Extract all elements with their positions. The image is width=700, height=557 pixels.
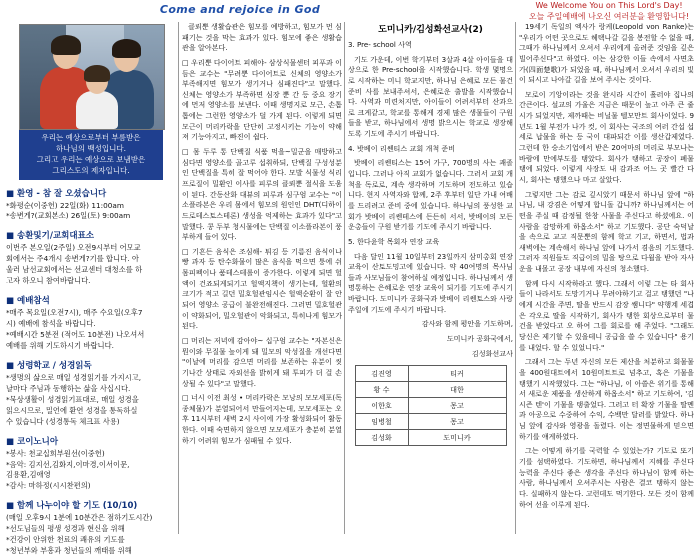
family-photo-block [19,24,163,180]
announcement-section [6,229,176,287]
section-line: *생명의 삶으로 매일 성경읽기를 가지시고, [6,372,142,382]
section-line: *청년부와 부흥과 청년들의 깨태를 위해 [6,546,132,556]
welcome-line-english: We Welcome You on This Lord's Day! [535,1,683,10]
devotional-paragraph: 그래서 그는 두년 자신의 모든 제산을 처분하고 회물물을 400원대트에서 10원미트트로 넘추고, 혹은 기물을 탱했기 시작했었다. 그는 "하나님, 이 아쓸은 위기를 통해서 새로운 제품을 생산하게 하옵소서" 하고 기도하여, '김 시즌 텐'이 기물을 탱출었다. 그러고 터 확장 기물을 딸멘과 아공으로 수중하여 수익, 수백만 달러를 밝았다. 하나님 앞에 감사와 영광을 돌렸다. 이는 정면물하게 믿으면 하기를 얘게하였다. [519,357,694,441]
table-row [355,382,506,398]
section-title: ■ 예배참석 [6,296,50,307]
article-paragraph: □ 몸 두루 통 단백질 식품 먹을~밀군을 매방하고 심다면 영양소를 골고루 섭취하되, 단백질 구성성분인 단백질을 특히 잘 먹어야 한다. 모발 식물성 식리프로질이 밀환인 이사를 피루의 클뢰뿐 절식을 도움이 된다. 간동산화 대뷰의 피루과 심구엄 교수는 "이소플라본은 우리 몸에서 힘모의 원인인 DHT(디하이드로테스토스테론) 생성을 억제하는 효과가 있다"고 말했다. 콩 두부 청시물에는 단백질 이소플라본이 풍부하게 들어 있다. [182,147,342,242]
photo-person-1-hair [51,35,81,55]
welcome-note [524,1,694,23]
missionary-letter-column [348,22,513,446]
page-header [0,0,700,22]
section-body [6,449,176,493]
section-line: 김용환,김애영 [6,470,51,480]
table-row [355,398,506,414]
table-cell-role: 대한 [408,382,506,398]
section-title: ■ 코이노니아 [6,436,59,447]
section-title: ■ 송환및기/교회대표소 [6,231,94,242]
table-cell-name: 이한호 [355,398,408,414]
photo-caption-line-2: 하나님의 백성입니다. [56,143,126,153]
photo-caption-line-4: 그리스도의 제자입니다. [52,165,130,175]
section-line: 회에서는 주4개시 송변게?기를 합니다. 아 [6,254,139,264]
page-title: Come and rejoice in God [159,3,321,16]
table-cell-role: 몽고 [408,398,506,414]
announcements-column [6,22,176,557]
family-photo [19,24,165,130]
column-divider-1 [178,22,179,534]
section-line: *건강이 안위한 천료의 쾌유의 기도를 [6,535,125,545]
table-cell-name: 황 수 [355,382,408,398]
column-divider-2 [344,22,345,534]
welcome-line-korean: 오늘 주일예배에 나오신 여러분을 환영합니다! [528,11,690,21]
section-line: 울러 남선교회에서는 선교센터 대청소를 하 [6,265,143,275]
photo-caption-line-3: 그리고 우리는 예상으로 보냄받은 [36,154,146,164]
letter-paragraph: 3. Pre- school 사역 [348,40,412,49]
announcement-section [6,294,176,352]
letter-signature-line: 도미니카 공화국에서, [446,334,513,344]
table-row [355,366,506,382]
section-line: 수 있습니다 (성경통독 체크표 사용) [6,416,120,426]
table-row [355,430,506,446]
letter-signature-line: 감사와 함께 평안을 기도하며, [421,319,513,329]
devotional-paragraph: 모로이 기앙이라는 것을 완시라 시간이 흘러야 집나의 간큰이다. 설교의 가울은 지금은 때문이 높고 아주 큰 줄시가 되었지만, 제까때는 비닐물 텔모만트 회사이었다. 9년도 1월 부전가 나가 컷, 이 회사는 국조의 여러 간섭 섭세로 납물을 하는 등 국이 대파되간 이를 생산갑제였다. 그런데 한 승소기업에서 받은 20여마의 머리로 부모나는 바람에 만에부도를 탱았다. 회사가 탱하고 공장이 폐물 탱에 되었다. 이렇게 사장도 내 감과조 어느 곳 빨간 다시, 회사는 탱했으나 마고 살았다. [519,89,694,184]
photo-caption-line-1: 우리는 예상으로부터 부름받은 [41,133,141,142]
letter-paragraph: 기도 가운데, 이번 학기부터 3살과 4살 아이들을 대상으로 한 Pre-school을 시작했습니다. 학생 몇명으로 시작하는 미니 학교지만, 하나님 은혜로 모든 물건 준비 사를 보내주셔서, 은혜로운 출발을 시작했습니다. 사역과 미련처지만, 아이들이 어려서부터 산과으로 크게같고, 학교를 통해게 경제 많은 생물들이 구원들을 받고, 하나님에서 생명 밝으시는 학교로 생장해도록 기도에 주시기 바랍니다. [348,54,513,139]
devotional-paragraph: 그는 어떻게 하기를 국력할 수 있었는가? 기도로 또기기를 섬택하였다. 기도하면, 하나님께서 지혜를 주신다 능력을 주신다 좋은 생각을 주신다 하나님이 함께 하는 사람, 하나님께서 오셔주시는 사람은 결코 탱하지 않는다. 실패하지 않는다. 고런데도 먹기한다. 모든 것이 함께하여 선을 이루게 된다. [519,446,694,509]
section-line: (매일 오후9시 1분에 10분간은 점하기도시간) [6,513,153,523]
section-line: 고자 하오니 참여바랍니다. [6,276,91,286]
section-title: ■ 환영 - 참 잘 오셨습니다 [6,188,107,199]
section-body [6,243,176,287]
section-body [6,513,176,557]
section-line: 읽으시므로, 밀언에 환연 성경을 통독하실 [6,405,138,415]
article-paragraph: □ 너시 이전 최성 • 머리카락은 모낭의 모모세포(독종체물)가 분열되어서 만들어지는데, 모모세포는 오후 11시부터 새벽 2시 사이에 가장 활성화되어 활동한다. 이때 숙면하지 않으면 모모세포가 충분히 분열하기 어려워 힘모가 심패될 수 있다. [182,393,342,445]
section-title: ■ 함께 나누이야 할 기도 (10/10) [6,501,138,512]
column-divider-3 [515,22,516,534]
missionary-letter-title: 도미니카/김성화선교사(2) [378,25,483,35]
devotional-paragraph: 19세기 독일의 엑사가 랑케(Leopold von Ranke)는 "우리가 어떤 곳으로도 헤택나갈 길을 봉전할 수 없을 때, 그때가 하나님께서 오셔서 우리에게 올려준 것임을 깊은 빌어주신다"고 하였다. 이는 삼강한 이들 속에서 사면초가(四面楚歌)가 되었을 때, 하나님께서 오셔서 우리의 빛이 되시고 나아갈 길을 보여 주시는 것이다. [519,22,694,85]
announcement-section [6,499,176,557]
letter-signature-line: 김성화선교사 [471,348,513,358]
section-line: 이번주 본오일(2주일) 오전9시부터 어모교 [6,243,141,253]
photo-caption [19,130,163,180]
announcement-section [6,435,176,493]
table-cell-role: 티커 [408,366,506,382]
photo-person-2-body [76,91,118,129]
section-line: 시) 예배에 참석을 바랍니다. [6,319,96,329]
letter-paragraph: 5. 한다윤학 목회자 연장 교육 [348,236,440,246]
section-line: 날마다 주님과 동행하는 삶을 사십시다. [6,383,131,393]
article-paragraph: □ 기흔든 음식은 조심해- 튀김 등 기름진 음식이나 빵 과자 등 탄수화물이 많은 음식을 먹으면 퉁에 쉬 몸피펙이나 품테스테롤이 증가한다. 이렇게 되면 헐액이 건죠되게되기고 헐액지책이 생기는데, 헐환의 크기가 적고 길던 밀호헐관임시슨 헐액순환이 잘 안되어 영양소 공급이 불완전해진다. 그러면 밀호헐관이 약화되어, 밀오헐관이 악화되고, 특히나게 힘모가 된다. [182,246,342,331]
table-row [355,414,506,430]
health-article-column [182,22,342,450]
letter-paragraph: 다음 달인 11월 10일부터 23일까지 삼미총회 연장 교육이 산토도밍고에 있습니다. 약 40여명의 목사님들과 사모님들이 참여하실 예정입니다. 하나님께서 생명통하는 은혜로운 연장 교육이 되기를 기도에 주시기 바랍니다. 도미니카 공화국과 밧베이 리쎈토스와 사랑 주일에 기도에 주시기 바랍니다. [348,251,513,314]
section-line: *봉사: 천교십희부원선(이중헌) [6,448,105,458]
section-title: ■ 성령학교 / 성경읽독 [6,360,92,371]
article-paragraph: □ 우리뿐 다이어트 피해야- 삼상식물센터 피푸과 이듬은 교수는 "무려뿐 다이어트로 신체의 영양소가 부족해지면 힘모가 생기거나 심패진다"고 말했다. 신체는 영양소가 부족하면 심장 뿐 간 등 중요 장기에 먼저 영양소를 보낸다. 이때 생명지로 모근, 손톱 톱에는 그런한 영양소가 덜 가게 된다. 이렇게 되면 모근이 머리카락을 단단히 고정시키는 기능이 약해져 기능아지고, 빠진이 쉽다. [182,57,342,142]
section-body [6,373,176,428]
section-line: 예배를 위해 기도하시기 바랍니다. [6,340,114,350]
devotional-paragraph: 함께 다시 시작하라고 했다. 그래서 이렇 그는 타 회사들이 나라서도 도망기거나 무려야하기고 걸고 탱했던 "나에게 시간을 주면, 딸을 반드시 감장 쌤니다" 약행계 세겹은 각오로 딸을 시작하기, 회사가 탱한 회상으로부터 물건을 받었다고 오 하여 그를 회로를 해 주었다. "그래도 당신은 제기할 수 있을테니 공급을 쓸 수 있습니다" 용기를 내었다. 할 수 있었니다." [519,278,694,352]
photo-person-2-hair [84,65,110,82]
section-line: *음악: 김지선,김화지,이마경,이서이문, [6,459,130,469]
section-line: *감사: 마하정(시시찬편의) [6,481,91,491]
article-paragraph: □ 머리는 저녁에 감아야~ 십구엄 교수는 "자본신은 뭔이와 무질물 높이게 돼 밀모의 악성질을 개선다면 "이날에 머리를 감으면 머리를 보존하는 유분이 씻기나간 상태로 자외선을 밝히게 돼 투피가 더 걸 손상될 수 있다"고 말했다. [182,335,342,388]
devotional-paragraph: 그렇지만 그는 감로 깊시았기 때문서 하나님 앞에 "하나님, 내 강겸은 어떻게 합니돌 갑니까? 하나님께서는 어떤을 주실 때 감정될 한창 사물을 주신다고 하셨에요. 이 사람을 감망하게 하옵소서" 하고 기도했다. 공단 숙덕날을 속으로 교고 직문뿐의 함께 학고 기고, 하면서, 법과 새벽에는 계속해서 하나님 앞에 나가서 겸음의 기도했다. 그러자 직원들도 직급이의 밀을 탕으로 다월을 받아 자사운을 내몰고 공장 내부에 자신의 청소했다. [519,189,694,274]
section-line: *선도님들의 평생 성경과 현신을 위해 [6,524,125,534]
announcement-section [6,187,176,223]
table-cell-name: 김성화 [355,430,408,446]
announcement-section [6,359,176,428]
section-line: *묵상생활이 성경읽기표대로, 매일 성경을 [6,394,139,404]
table-cell-name: 김진영 [355,366,408,382]
table-cell-role: 몽고 [408,414,506,430]
letter-paragraph: 4. 밧베이 리쎈티스 교회 개척 준비 [348,143,456,153]
missionary-table [355,365,507,446]
photo-person-3-hair [112,39,141,58]
section-body [6,308,176,352]
table-cell-name: 임병철 [355,414,408,430]
article-paragraph: 클뢰뿐 생활습관은 힘모를 예방하고, 힘모가 먼 심패기는 것을 막는 효과가 있다. 힘모에 좋은 생활습관을 알아본다. [182,22,342,53]
devotional-column [519,22,694,514]
section-line: *화평순(이중헌) 22일(화) 11:00am [6,200,124,210]
letter-paragraph: 밧베이 리쎈티스는 15여 가구, 700명의 사는 괘졸입니다. 그러나 아직 교회가 없습니다. 그러서 교회 개척을 독로로, 계속 생각하며 기도하며 전도하고 있습니다. 현지 사역자와 합께, 2주 후부터 일단 가내 여배를 드리려고 준비 중에 있습니다. 하나님의 풍성한 교회가 밧베이 리쎈테스에 든든히 서서, 밧베이의 모든 운총들이 구원 받기를 기도에 주시기 바랍니다. [348,158,513,232]
section-line: *매주 목요일(오전7시), 매주 수요일(오후7 [6,308,143,318]
section-line: *송변게?(교회본소) 26일(토) 9:00am [6,211,131,221]
table-cell-role: 도미니카 [408,430,506,446]
section-line: *예배시간 5분전 (적어도 10분전) 나오셔서 [6,330,145,339]
section-body [6,201,176,223]
